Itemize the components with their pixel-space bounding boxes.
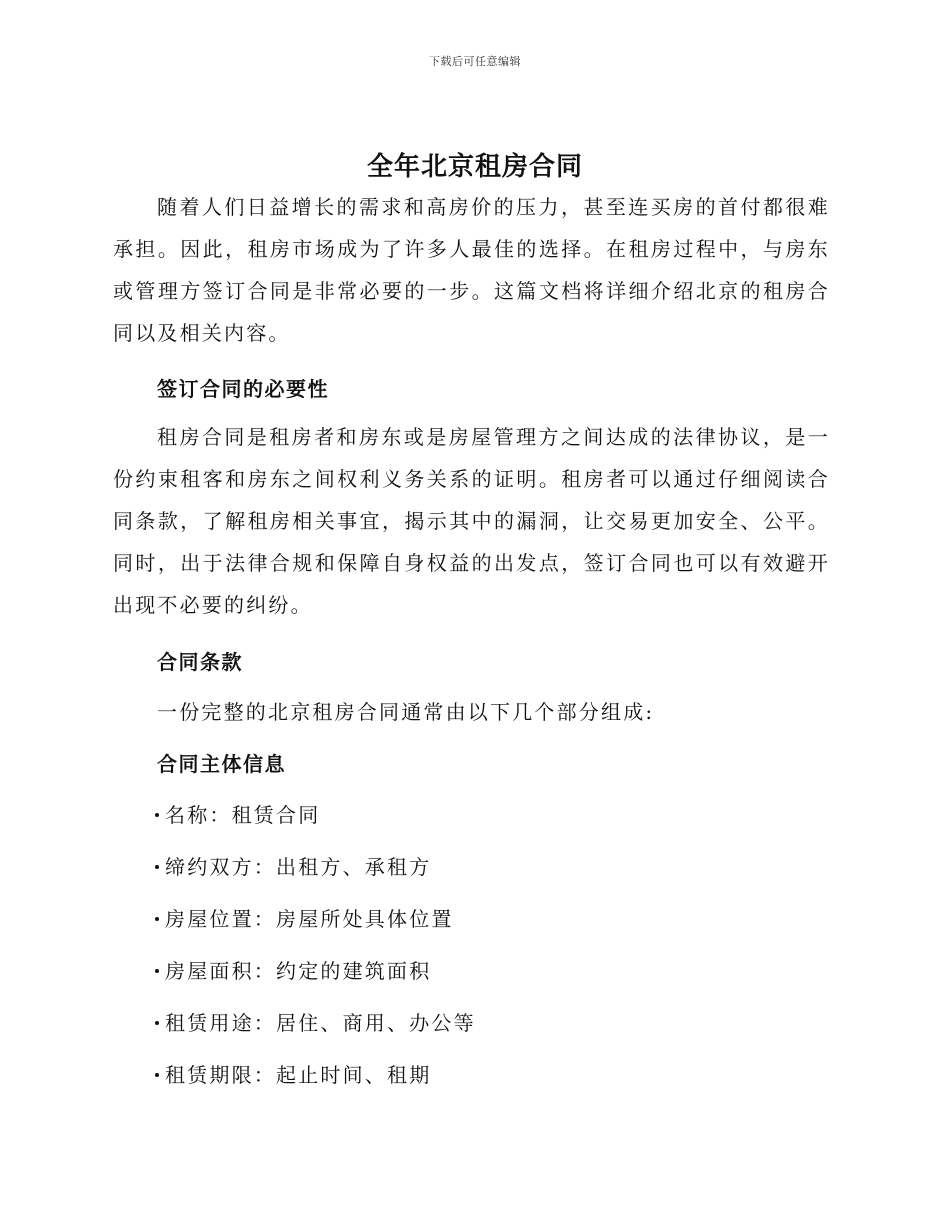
- necessity-paragraph: 租房合同是租房者和房东或是房屋管理方之间达成的法律协议，是一份约束租客和房东之间权利义务关系的证明。租房者可以通过仔细阅读合同条款，了解租房相关事宜，揭示其中的漏洞，让交易更加安全、公平。同时，出于法律合规和保障自身权益的出发点，签订合同也可以有效避开出现不必要的纠纷。: [113, 425, 830, 617]
- list-item: [155, 1007, 476, 1036]
- list-item: [155, 1059, 431, 1088]
- list-item-text: 缔约双方：出租方、承租方: [165, 855, 432, 879]
- header-note: 下载后可任意编辑: [429, 55, 521, 68]
- list-item-text: 租赁用途：居住、商用、办公等: [165, 1011, 476, 1035]
- section-heading-terms: 合同条款: [157, 650, 243, 674]
- bullet-icon: [155, 813, 159, 817]
- bullet-icon: [155, 969, 159, 973]
- list-item-text: 房屋面积：约定的建筑面积: [165, 959, 432, 983]
- terms-lead: 一份完整的北京租房合同通常由以下几个部分组成:: [157, 700, 655, 724]
- section-heading-parties: 合同主体信息: [157, 752, 286, 776]
- intro-block: [113, 186, 830, 354]
- section-heading-necessity: 签订合同的必要性: [157, 377, 329, 401]
- list-item: [155, 955, 431, 984]
- bullet-icon: [155, 917, 159, 921]
- bullet-icon: [155, 1073, 159, 1077]
- list-item: [155, 851, 431, 880]
- document-title: 全年北京租房合同: [366, 152, 583, 182]
- list-item: [155, 799, 320, 828]
- bullet-icon: [155, 1021, 159, 1025]
- list-item: [155, 903, 454, 932]
- list-item-text: 房屋位置：房屋所处具体位置: [165, 907, 454, 931]
- bullet-icon: [155, 865, 159, 869]
- intro-paragraph: 随着人们日益增长的需求和高房价的压力，甚至连买房的首付都很难承担。因此，租房市场成为了许多人最佳的选择。在租房过程中，与房东或管理方签订合同是非常必要的一步。这篇文档将详细介绍北京的租房合同以及相关内容。: [113, 195, 830, 345]
- list-item-text: 租赁期限：起止时间、租期: [165, 1063, 432, 1087]
- list-item-text: 名称：租赁合同: [165, 803, 321, 827]
- necessity-block: [113, 416, 830, 626]
